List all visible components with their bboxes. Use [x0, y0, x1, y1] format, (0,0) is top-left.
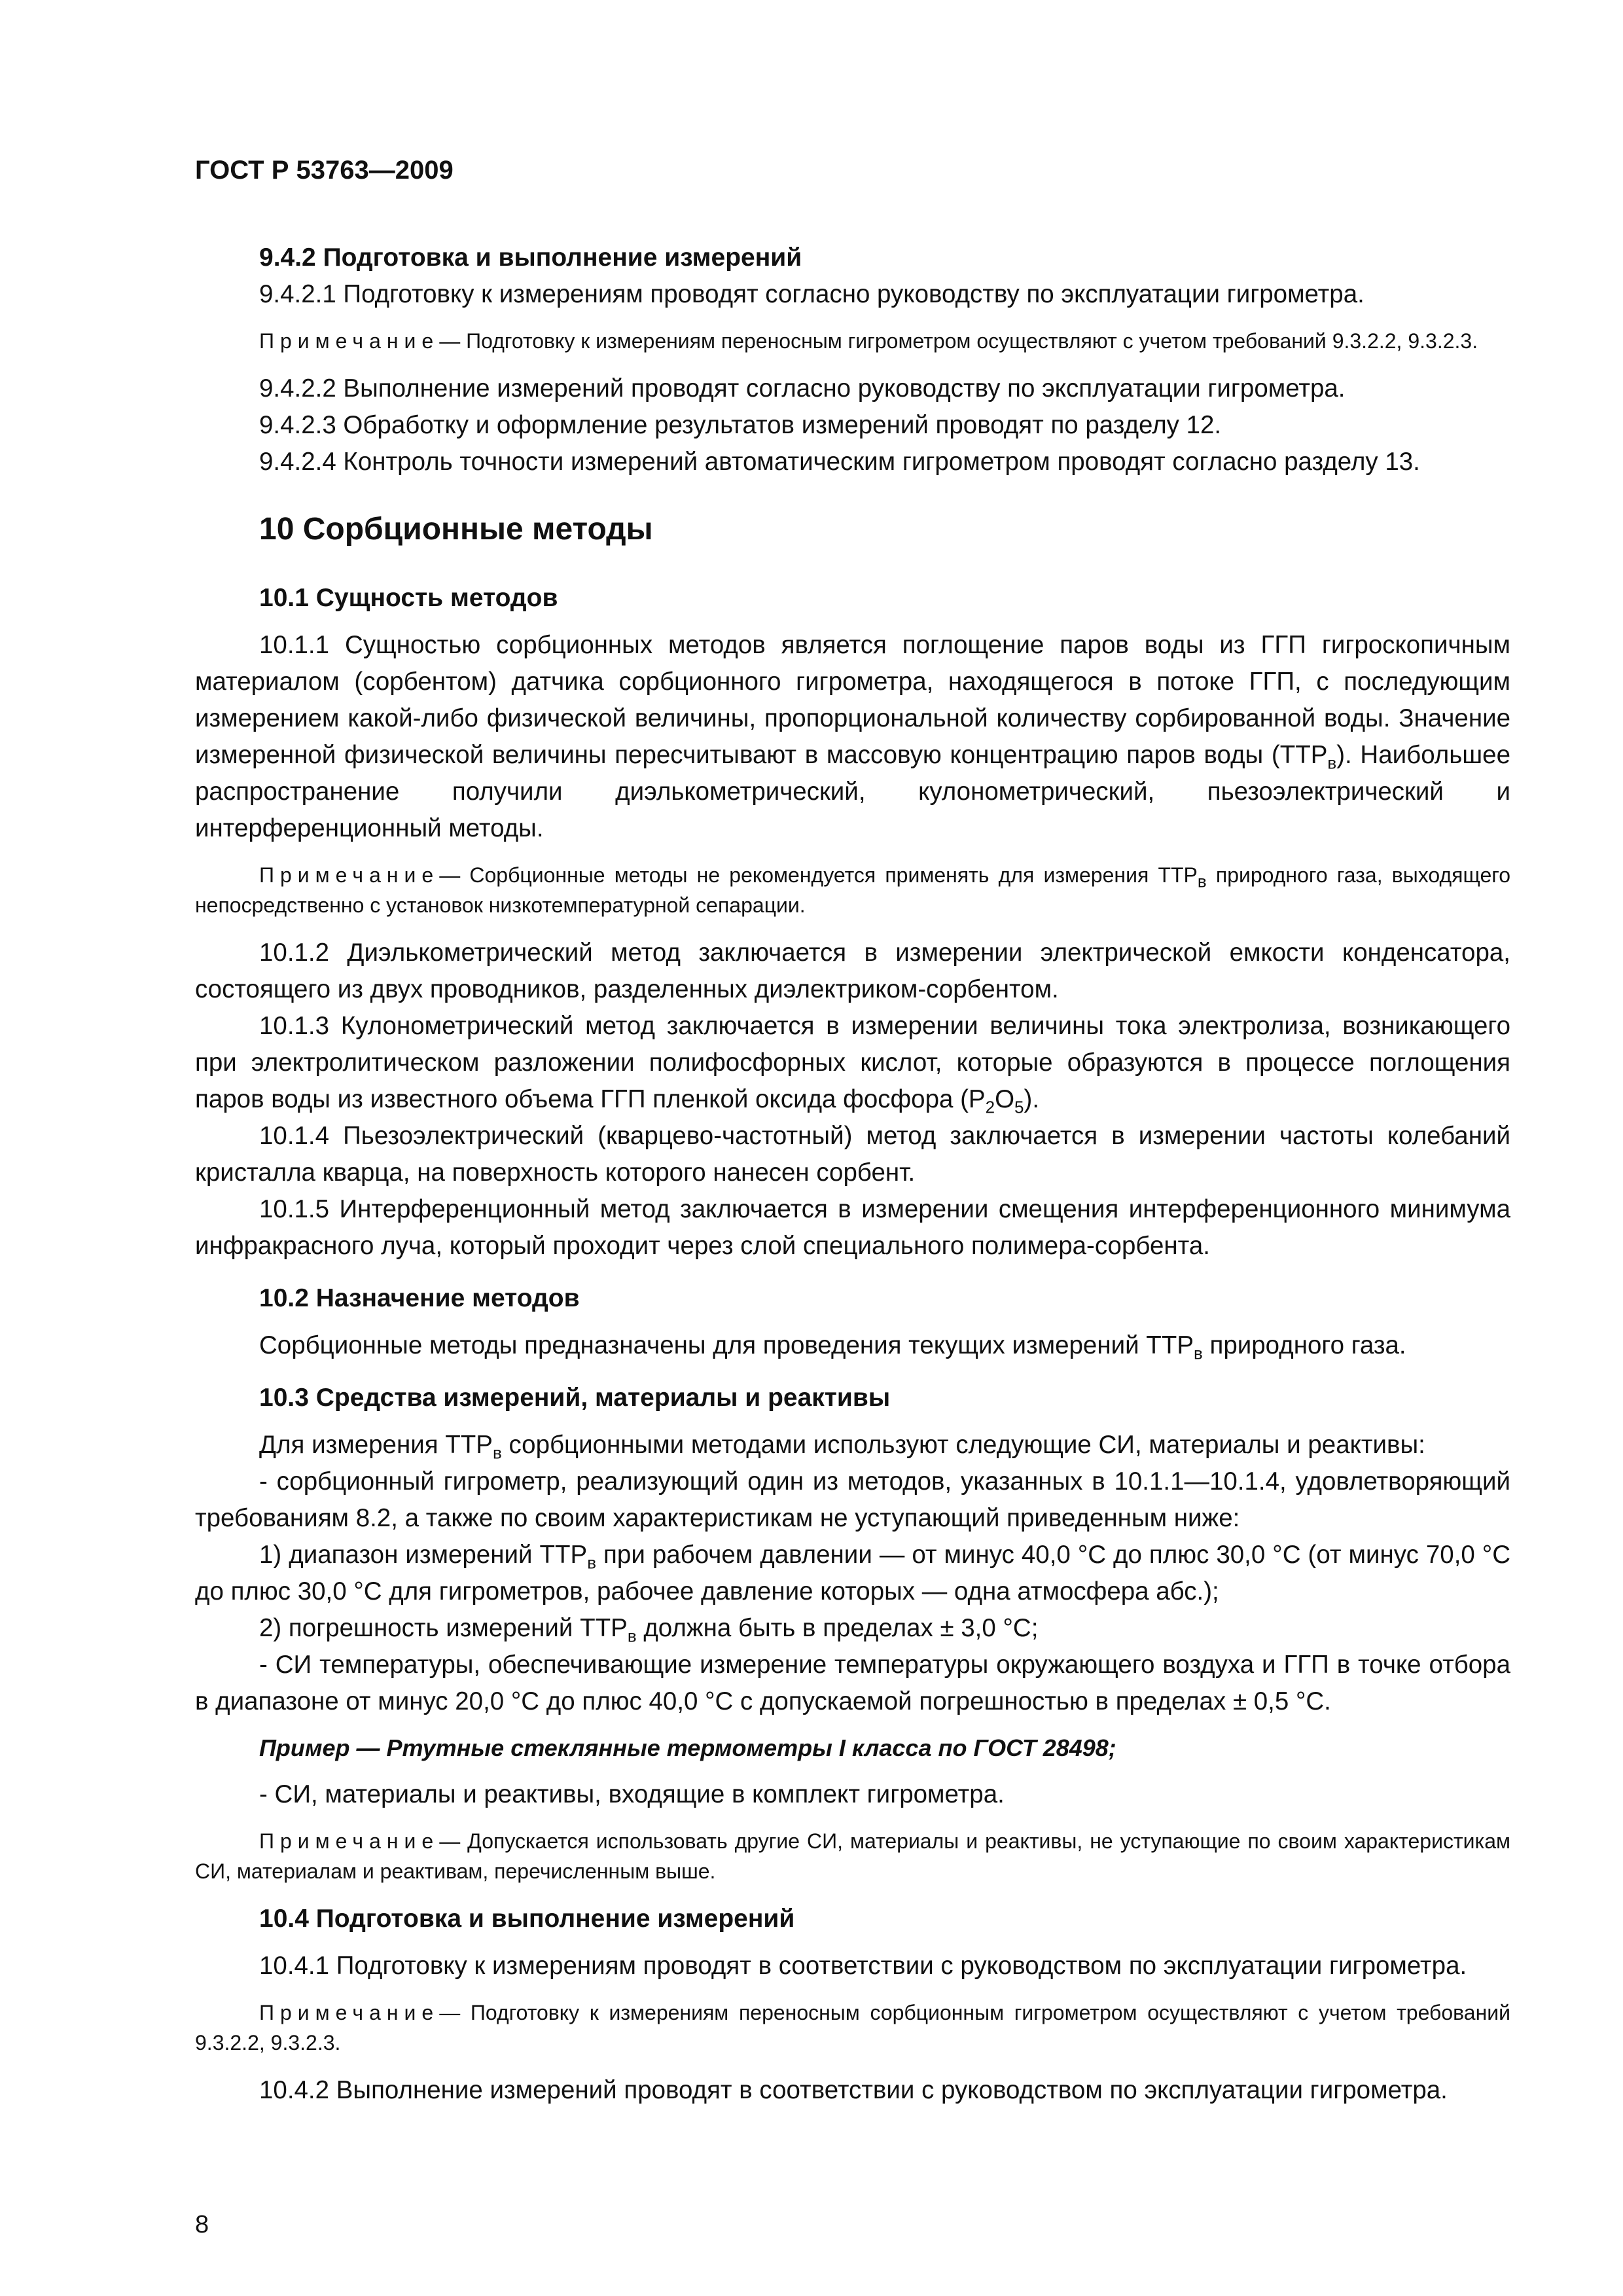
page-number: 8: [195, 2211, 209, 2238]
paragraph-10-4-1: 10.4.1 Подготовку к измерениям проводят в соответствии с руководством по эксплуатации гигрометра.: [259, 1952, 1467, 1980]
note-text: — Допускается использовать другие СИ, материалы и реактивы, не уступающие по своим характеристикам СИ, материалам и реактивам, перечисленным выше.: [195, 1829, 1510, 1883]
list-item: 2) погрешность измерений $ТТР_в$ должна быть в пределах ± 3,0 °С;: [259, 1614, 1039, 1646]
paragraph-10-1-4: 10.1.4 Пьезоэлектрический (кварцево-частотный) метод заключается в измерении частоты колебаний кристалла кварца, на поверхность которого нанесен сорбент.: [195, 1122, 1510, 1187]
example: Пример — Ртутные стеклянные термометры I класса по ГОСТ 28498;: [259, 1734, 1116, 1761]
note-label: Примечание: [259, 1829, 440, 1853]
note: [195, 1998, 1510, 2058]
note: [195, 326, 1510, 356]
note-label: Примечание: [259, 329, 440, 353]
list-item: 1) диапазон измерений $ТТР_в$ при рабочем давлении — от минус 40,0 °С до плюс 30,0 °С (от минус 70,0 °С до плюс 30,0 °С для гигрометров, рабочее давление которых — одна атмосфера абс.);: [195, 1541, 1511, 1605]
list-item: - сорбционный гигрометр, реализующий один из методов, указанных в 10.1.1—10.1.4, удовлетворяющий требованиям 8.2, а также по своим характеристикам не уступающий приведенным ниже:: [195, 1467, 1510, 1532]
note: [195, 1826, 1510, 1886]
note-text: — Подготовку к измерениям переносным сорбционным гигрометром осуществляют с учетом требований 9.3.2.2, 9.3.2.3.: [195, 2001, 1510, 2054]
list-item: - СИ, материалы и реактивы, входящие в комплект гигрометра.: [259, 1780, 1005, 1808]
note: Примечание— Сорбционные методы не рекомендуется применять для измерения $ТТР_в$ природного газа, выходящего непосредственно с установок низкотемпературной сепарации.: [195, 863, 1511, 917]
clause-title-10-4: 10.4 Подготовка и выполнение измерений: [259, 1905, 795, 1933]
paragraph-10-1-2: 10.1.2 Диэлькометрический метод заключается в измерении электрической емкости конденсатора, состоящего из двух проводников, разделенных диэлектриком-сорбентом.: [195, 939, 1510, 1003]
paragraph-9-4-2-1: 9.4.2.1 Подготовку к измерениям проводят согласно руководству по эксплуатации гигрометра.: [259, 280, 1364, 308]
section-title-10: 10 Сорбционные методы: [259, 512, 653, 547]
note-text: — Подготовку к измерениям переносным гигрометром осуществляют с учетом требований 9.3.2.2, 9.3.2.3.: [439, 329, 1478, 353]
note-label: Примечание: [259, 863, 440, 887]
clause-title-10-3: 10.3 Средства измерений, материалы и реактивы: [259, 1384, 891, 1412]
clause-title-9-4-2: 9.4.2 Подготовка и выполнение измерений: [259, 243, 802, 272]
note-label: Примечание: [259, 2001, 440, 2024]
paragraph-10-1-5: 10.1.5 Интерференционный метод заключается в измерении смещения интерференционного минимума инфракрасного луча, который проходит через слой специального полимера-сорбента.: [195, 1195, 1510, 1260]
text-column: [195, 152, 1510, 2109]
paragraph-9-4-2-4: 9.4.2.4 Контроль точности измерений автоматическим гигрометром проводят согласно разделу 13.: [259, 448, 1420, 476]
list-item: - СИ температуры, обеспечивающие измерение температуры окружающего воздуха и ГГП в точке отбора в диапазоне от минус 20,0 °С до плюс 40,0 °С с допускаемой погрешностью в пределах ± 0,5 °С.: [195, 1651, 1510, 1715]
page-header: ГОСТ Р 53763—2009: [195, 156, 454, 185]
clause-title-10-1: 10.1 Сущность методов: [259, 584, 558, 612]
paragraph-10-4-2: 10.4.2 Выполнение измерений проводят в соответствии с руководством по эксплуатации гигрометра.: [259, 2076, 1448, 2104]
paragraph-9-4-2-3: 9.4.2.3 Обработку и оформление результатов измерений проводят по разделу 12.: [259, 411, 1222, 439]
paragraph-10-2: Сорбционные методы предназначены для проведения текущих измерений $ТТР_в$ природного газа.: [259, 1331, 1406, 1363]
paragraph-9-4-2-2: 9.4.2.2 Выполнение измерений проводят согласно руководству по эксплуатации гигрометра.: [259, 374, 1346, 403]
clause-title-10-2: 10.2 Назначение методов: [259, 1284, 580, 1312]
paragraph-10-3-intro: Для измерения $ТТР_в$ сорбционными методами используют следующие СИ, материалы и реактивы:: [259, 1431, 1425, 1463]
paragraph-10-1-1: 10.1.1 Сущностью сорбционных методов является поглощение паров воды из ГГП гигроскопичным материалом (сорбентом) датчика сорбционного гигрометра, находящегося в потоке ГГП, с последующим измерением какой-либо физической величины, пропорциональной количеству сорбированной воды. Значение измеренной физической величины пересчитывают в массовую концентрацию паров воды $(ТТР_в)$. Наибольшее распространение получили диэлькометрический, кулонометрический, пьезоэлектрический и интерференционный методы.: [195, 631, 1510, 842]
paragraph-10-1-3: 10.1.3 Кулонометрический метод заключается в измерении величины тока электролиза, возникающего при электролитическом разложении полифосфорных кислот, которые образуются в процессе поглощения паров воды из известного объема ГГП пленкой оксида фосфора $(P_2O_5)$.: [195, 1012, 1510, 1117]
